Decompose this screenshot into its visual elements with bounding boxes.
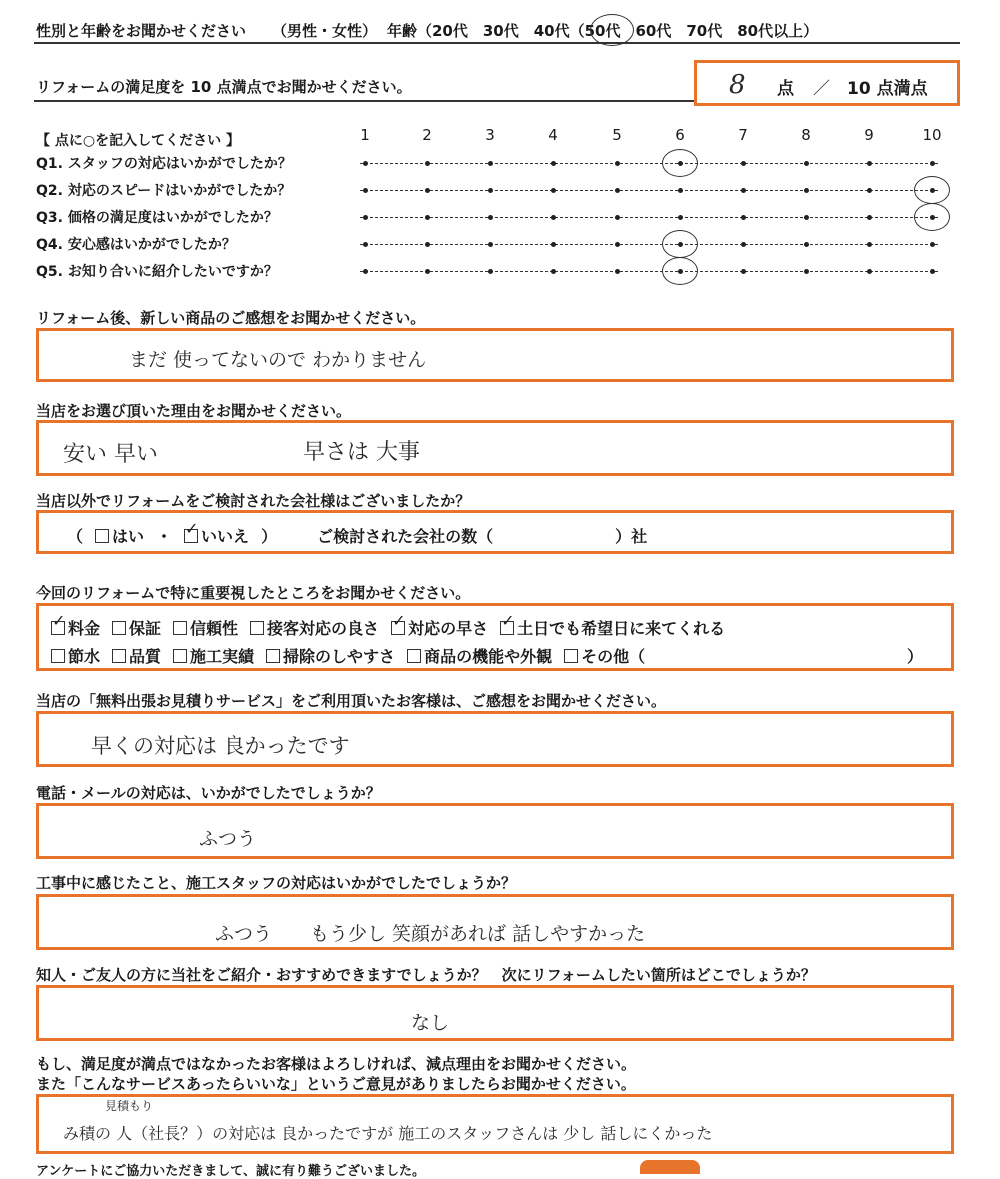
- question-2-point-2[interactable]: [425, 188, 430, 193]
- question-4-scale-line: [360, 244, 938, 245]
- construction-staff-label: 工事中に感じたこと、施工スタッフの対応はいかがでしたでしょうか？: [36, 874, 517, 892]
- scale-number-5: 5: [612, 126, 622, 144]
- question-2-point-4[interactable]: [551, 188, 556, 193]
- priority-checkbox[interactable]: [51, 649, 65, 663]
- gender-options: （男性・女性）: [272, 22, 378, 40]
- question-5-point-2[interactable]: [425, 269, 430, 274]
- priority-option-row1-5[interactable]: [391, 616, 488, 639]
- question-5-point-10[interactable]: [930, 269, 935, 274]
- phone-mail-answer: ふつう: [199, 828, 257, 850]
- question-5-scale-line: [360, 271, 938, 272]
- yes-label: はい: [112, 527, 145, 546]
- question-3-point-9[interactable]: [867, 215, 872, 220]
- yes-option[interactable]: [95, 524, 144, 547]
- question-1-label: Q1. スタッフの対応はいかがでしたか？: [36, 156, 292, 172]
- question-3-point-7[interactable]: [741, 215, 746, 220]
- question-1-point-3[interactable]: [488, 161, 493, 166]
- reason-label: 当店をお選び頂いた理由をお聞かせください。: [36, 402, 352, 420]
- scale-number-1: 1: [360, 126, 370, 144]
- question-1-point-10[interactable]: [930, 161, 935, 166]
- deduction-label-1: もし、満足度が満点ではなかったお客様はよろしければ、減点理由をお聞かせください。: [36, 1055, 637, 1073]
- question-5-point-3[interactable]: [488, 269, 493, 274]
- question-5-point-8[interactable]: [804, 269, 809, 274]
- priority-option-row1-6[interactable]: [500, 616, 725, 639]
- other-close: ）: [907, 647, 924, 666]
- question-1-point-5[interactable]: [615, 161, 620, 166]
- recommend-answer: なし: [411, 1012, 450, 1034]
- satisfaction-underline: [34, 100, 694, 102]
- question-4-point-9[interactable]: [867, 242, 872, 247]
- deduction-note: 見積もり: [105, 1099, 154, 1113]
- question-4-answer-circle: [662, 230, 698, 258]
- question-5-point-5[interactable]: [615, 269, 620, 274]
- yes-checkbox[interactable]: [95, 529, 109, 543]
- priority-option-row1-2[interactable]: [112, 616, 161, 639]
- paren-open: （: [67, 527, 84, 546]
- priority-option-row2-1[interactable]: [51, 644, 100, 667]
- priority-checkbox[interactable]: [173, 621, 187, 635]
- priority-checkbox[interactable]: [112, 649, 126, 663]
- priority-checkbox[interactable]: [266, 649, 280, 663]
- question-1-point-7[interactable]: [741, 161, 746, 166]
- question-5-point-9[interactable]: [867, 269, 872, 274]
- priority-option-label: その他（: [581, 647, 646, 666]
- rating-instruction: 【 点に○を記入してください 】: [36, 133, 240, 149]
- priority-option-label: 土日でも希望日に来てくれる: [517, 619, 726, 638]
- priority-option-row1-4[interactable]: [250, 616, 379, 639]
- question-5-point-1[interactable]: [363, 269, 368, 274]
- priority-checkbox[interactable]: [500, 621, 514, 635]
- satisfaction-label: リフォームの満足度を 10 点満点でお聞かせください。: [36, 78, 412, 96]
- priority-option-label: 掃除のしやすさ: [283, 647, 396, 666]
- score-slash: ／: [813, 79, 830, 99]
- other-company-label: 当店以外でリフォームをご検討された会社様はございましたか？: [36, 492, 471, 510]
- deduction-answer: み積の 人（社長？）の対応は 良かったですが 施工のスタッフさんは 少し 話しにくかった: [63, 1124, 713, 1143]
- priority-option-row2-2[interactable]: [112, 644, 161, 667]
- question-2-point-1[interactable]: [363, 188, 368, 193]
- question-1-point-4[interactable]: [551, 161, 556, 166]
- scale-number-3: 3: [485, 126, 495, 144]
- question-1-point-8[interactable]: [804, 161, 809, 166]
- satisfaction-score-box[interactable]: [694, 60, 960, 106]
- question-2-point-7[interactable]: [741, 188, 746, 193]
- scale-number-7: 7: [738, 126, 748, 144]
- question-4-point-3[interactable]: [488, 242, 493, 247]
- question-5-point-7[interactable]: [741, 269, 746, 274]
- question-5-label: Q5. お知り合いに紹介したいですか？: [36, 264, 278, 280]
- question-4-point-5[interactable]: [615, 242, 620, 247]
- scale-number-2: 2: [422, 126, 432, 144]
- scale-number-4: 4: [548, 126, 558, 144]
- question-1-answer-circle: [662, 149, 698, 177]
- question-4-point-7[interactable]: [741, 242, 746, 247]
- priority-option-label: 施工実績: [190, 647, 255, 666]
- paren-close: ）: [261, 527, 278, 546]
- priority-option-label: 料金: [68, 619, 101, 638]
- logo-mark: [640, 1160, 700, 1174]
- reason-answer-1: 安い 早い: [63, 442, 158, 467]
- priority-option-row1-1[interactable]: [51, 616, 100, 639]
- satisfaction-score: 8: [729, 70, 746, 100]
- question-2-point-9[interactable]: [867, 188, 872, 193]
- question-1-scale-line: [360, 163, 938, 164]
- age-options: 年齢（20代 30代 40代（50代 60代 70代 80代以上）: [387, 22, 819, 40]
- question-4-point-10[interactable]: [930, 242, 935, 247]
- priority-option-label: 節水: [68, 647, 101, 666]
- scale-number-6: 6: [675, 126, 685, 144]
- priority-option-label: 対応の早さ: [408, 619, 489, 638]
- question-3-point-6[interactable]: [678, 215, 683, 220]
- separator: ・: [156, 527, 173, 546]
- estimate-service-label: 当店の「無料出張お見積りサービス」をご利用頂いたお客様は、ご感想をお聞かせください。: [36, 692, 667, 710]
- question-3-point-1[interactable]: [363, 215, 368, 220]
- scale-number-8: 8: [801, 126, 811, 144]
- question-3-point-2[interactable]: [425, 215, 430, 220]
- deduction-label-2: また「こんなサービスあったらいいな」というご意見がありましたらお聞かせください。: [36, 1075, 636, 1093]
- question-4-point-1[interactable]: [363, 242, 368, 247]
- construction-staff-answer-box[interactable]: [36, 894, 954, 950]
- priority-checkbox[interactable]: [112, 621, 126, 635]
- phone-mail-answer-box[interactable]: [36, 803, 954, 859]
- no-checkbox[interactable]: [184, 529, 198, 543]
- phone-mail-label: 電話・メールの対応は、いかがでしたでしょうか？: [36, 784, 381, 802]
- question-2-point-6[interactable]: [678, 188, 683, 193]
- question-3-answer-circle: [914, 203, 950, 231]
- priority-option-row2-5[interactable]: [407, 644, 552, 667]
- question-3-point-8[interactable]: [804, 215, 809, 220]
- question-3-label: Q3. 価格の満足度はいかがでしたか？: [36, 210, 278, 226]
- priority-option-row2-4[interactable]: [266, 644, 395, 667]
- estimate-service-answer-box[interactable]: [36, 711, 954, 767]
- priority-checkbox[interactable]: [407, 649, 421, 663]
- priority-option-label: 商品の機能や外観: [424, 647, 553, 666]
- after-reform-label: リフォーム後、新しい商品のご感想をお聞かせください。: [36, 309, 426, 327]
- estimate-service-answer: 早くの対応は 良かったです: [91, 734, 350, 758]
- after-reform-answer-box[interactable]: [36, 328, 954, 382]
- question-5-point-4[interactable]: [551, 269, 556, 274]
- question-1-point-9[interactable]: [867, 161, 872, 166]
- priority-checkbox[interactable]: [564, 649, 578, 663]
- construction-staff-answer: ふつう もう少し 笑顔があれば 話しやすかった: [215, 923, 646, 945]
- question-1-point-2[interactable]: [425, 161, 430, 166]
- priority-option-row2-6[interactable]: [564, 644, 645, 667]
- question-4-point-2[interactable]: [425, 242, 430, 247]
- deduction-answer-box[interactable]: [36, 1094, 954, 1154]
- priority-option-row2-3[interactable]: [173, 644, 254, 667]
- gender-age-label: 性別と年齢をお聞かせください: [36, 22, 247, 40]
- priority-option-label: 接客対応の良さ: [267, 619, 380, 638]
- question-2-point-3[interactable]: [488, 188, 493, 193]
- priority-answer-box[interactable]: [36, 603, 954, 671]
- question-5-answer-circle: [662, 257, 698, 285]
- reason-answer-2: 早さは 大事: [303, 440, 420, 465]
- company-count-unit: ）社: [615, 527, 648, 546]
- priority-checkbox[interactable]: [173, 649, 187, 663]
- priority-option-label: 品質: [129, 647, 162, 666]
- question-2-point-8[interactable]: [804, 188, 809, 193]
- question-4-point-4[interactable]: [551, 242, 556, 247]
- no-label: いいえ: [201, 527, 250, 546]
- question-3-point-4[interactable]: [551, 215, 556, 220]
- recommend-label: 知人・ご友人の方に当社をご紹介・おすすめできますでしょうか？ 次にリフォームしたい箇所はどこでしょうか？: [36, 966, 816, 984]
- priority-option-row1-3[interactable]: [173, 616, 238, 639]
- question-2-label: Q2. 対応のスピードはいかがでしたか？: [36, 183, 292, 199]
- question-2-scale-line: [360, 190, 938, 191]
- priority-option-label: 信頼性: [190, 619, 239, 638]
- scale-number-10: 10: [922, 126, 942, 144]
- company-count-label: ご検討された会社の数（: [317, 527, 494, 546]
- no-option[interactable]: [184, 524, 249, 547]
- question-4-point-8[interactable]: [804, 242, 809, 247]
- recommend-answer-box[interactable]: [36, 985, 954, 1041]
- priority-checkbox[interactable]: [250, 621, 264, 635]
- reason-answer-box[interactable]: [36, 420, 954, 476]
- question-3-scale-line: [360, 217, 938, 218]
- header-divider: [34, 42, 960, 44]
- question-2-answer-circle: [914, 176, 950, 204]
- scale-number-9: 9: [864, 126, 874, 144]
- question-3-point-5[interactable]: [615, 215, 620, 220]
- score-unit: 点: [777, 79, 794, 99]
- footer-thanks: アンケートにご協力いただきまして、誠に有り難うございました。: [36, 1164, 425, 1179]
- question-1-point-1[interactable]: [363, 161, 368, 166]
- score-max: 10 点満点: [847, 79, 928, 99]
- priority-checkbox[interactable]: [51, 621, 65, 635]
- priority-checkbox[interactable]: [391, 621, 405, 635]
- question-4-label: Q4. 安心感はいかがでしたか？: [36, 237, 236, 253]
- after-reform-answer: まだ 使ってないので わかりません: [129, 349, 427, 371]
- question-2-point-5[interactable]: [615, 188, 620, 193]
- priority-option-label: 保証: [129, 619, 162, 638]
- priority-label: 今回のリフォームで特に重要視したところをお聞かせください。: [36, 584, 471, 602]
- other-company-answer-box[interactable]: [36, 510, 954, 554]
- question-3-point-3[interactable]: [488, 215, 493, 220]
